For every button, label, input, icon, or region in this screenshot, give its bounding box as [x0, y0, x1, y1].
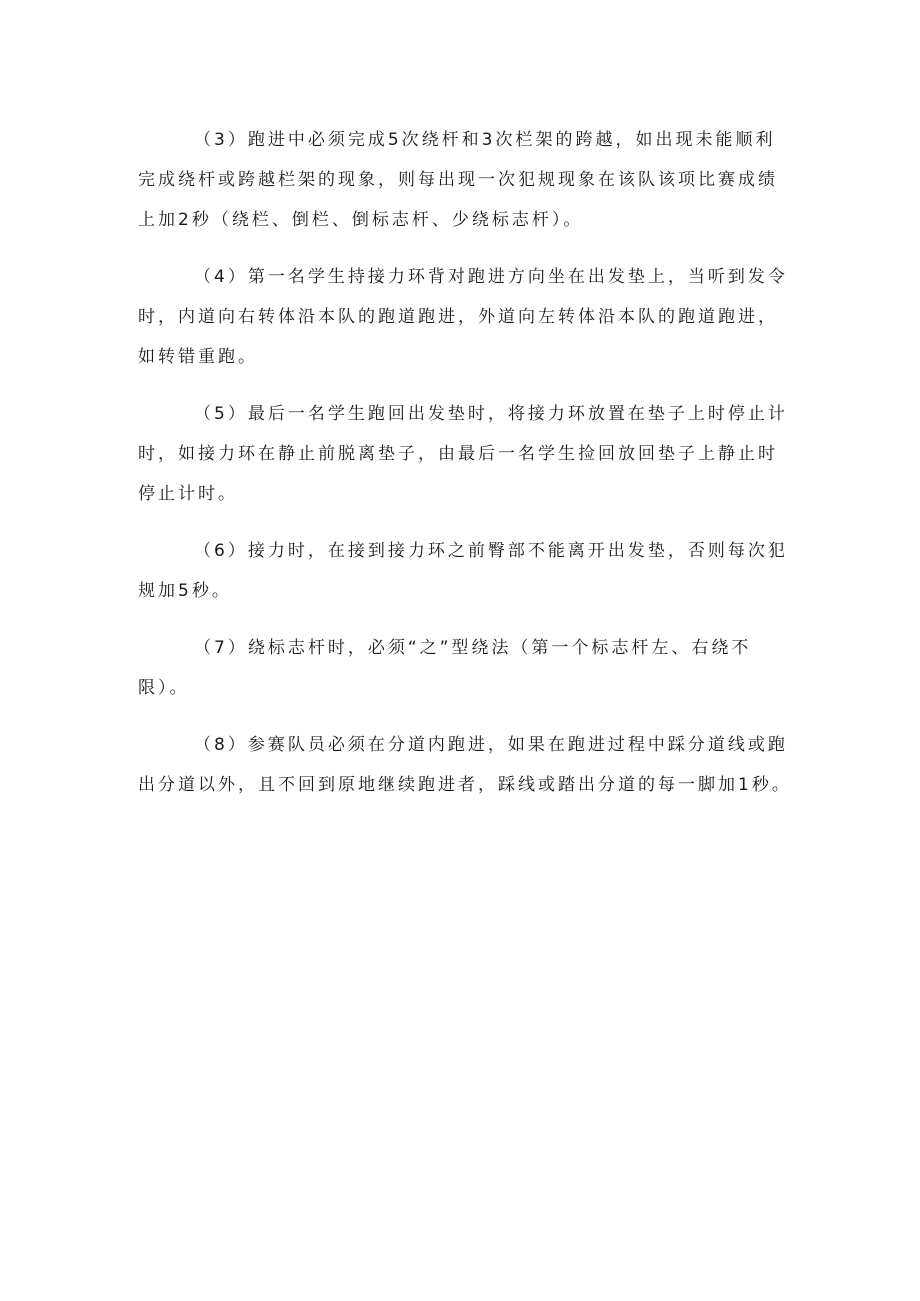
paragraph-line: 上加2秒（绕栏、倒栏、倒标志杆、少绕标志杆）。	[138, 210, 584, 230]
paragraph-line: 限）。	[138, 678, 190, 698]
paragraph-line: （3）跑进中必须完成5次绕杆和3次栏架的跨越，如出现未能顺利	[194, 130, 776, 150]
paragraph-line: 完成绕杆或跨越栏架的现象，则每出现一次犯规现象在该队该项比赛成绩	[138, 170, 778, 190]
paragraph-line: 停止计时。	[138, 484, 238, 504]
rule-paragraph-4	[138, 257, 790, 377]
paragraph-line: （6）接力时，在接到接力环之前臀部不能离开出发垫，否则每次犯	[194, 541, 788, 561]
paragraph-line: 出分道以外，且不回到原地继续跑进者，踩线或踏出分道的每一脚加1秒。	[138, 775, 792, 795]
paragraph-line: 规加5秒。	[138, 581, 232, 601]
rule-paragraph-3	[138, 120, 790, 240]
rule-paragraph-5	[138, 394, 790, 514]
paragraph-line: （7）绕标志杆时，必须“之”型绕法（第一个标志杆左、右绕不	[194, 638, 752, 658]
paragraph-line: 时，内道向右转体沿本队的跑道跑进，外道向左转体沿本队的跑道跑进，	[138, 307, 778, 327]
paragraph-line: （4）第一名学生持接力环背对跑进方向坐在出发垫上，当听到发令	[194, 267, 788, 287]
paragraph-line: 时，如接力环在静止前脱离垫子，由最后一名学生捡回放回垫子上静止时	[138, 444, 778, 464]
paragraph-line: 如转错重跑。	[138, 347, 258, 367]
document-body	[138, 120, 790, 822]
rule-paragraph-8	[138, 725, 790, 805]
rule-paragraph-7	[138, 628, 790, 708]
paragraph-line: （5）最后一名学生跑回出发垫时，将接力环放置在垫子上时停止计	[194, 404, 788, 424]
rule-paragraph-6	[138, 531, 790, 611]
paragraph-line: （8）参赛队员必须在分道内跑进，如果在跑进过程中踩分道线或跑	[194, 735, 788, 755]
